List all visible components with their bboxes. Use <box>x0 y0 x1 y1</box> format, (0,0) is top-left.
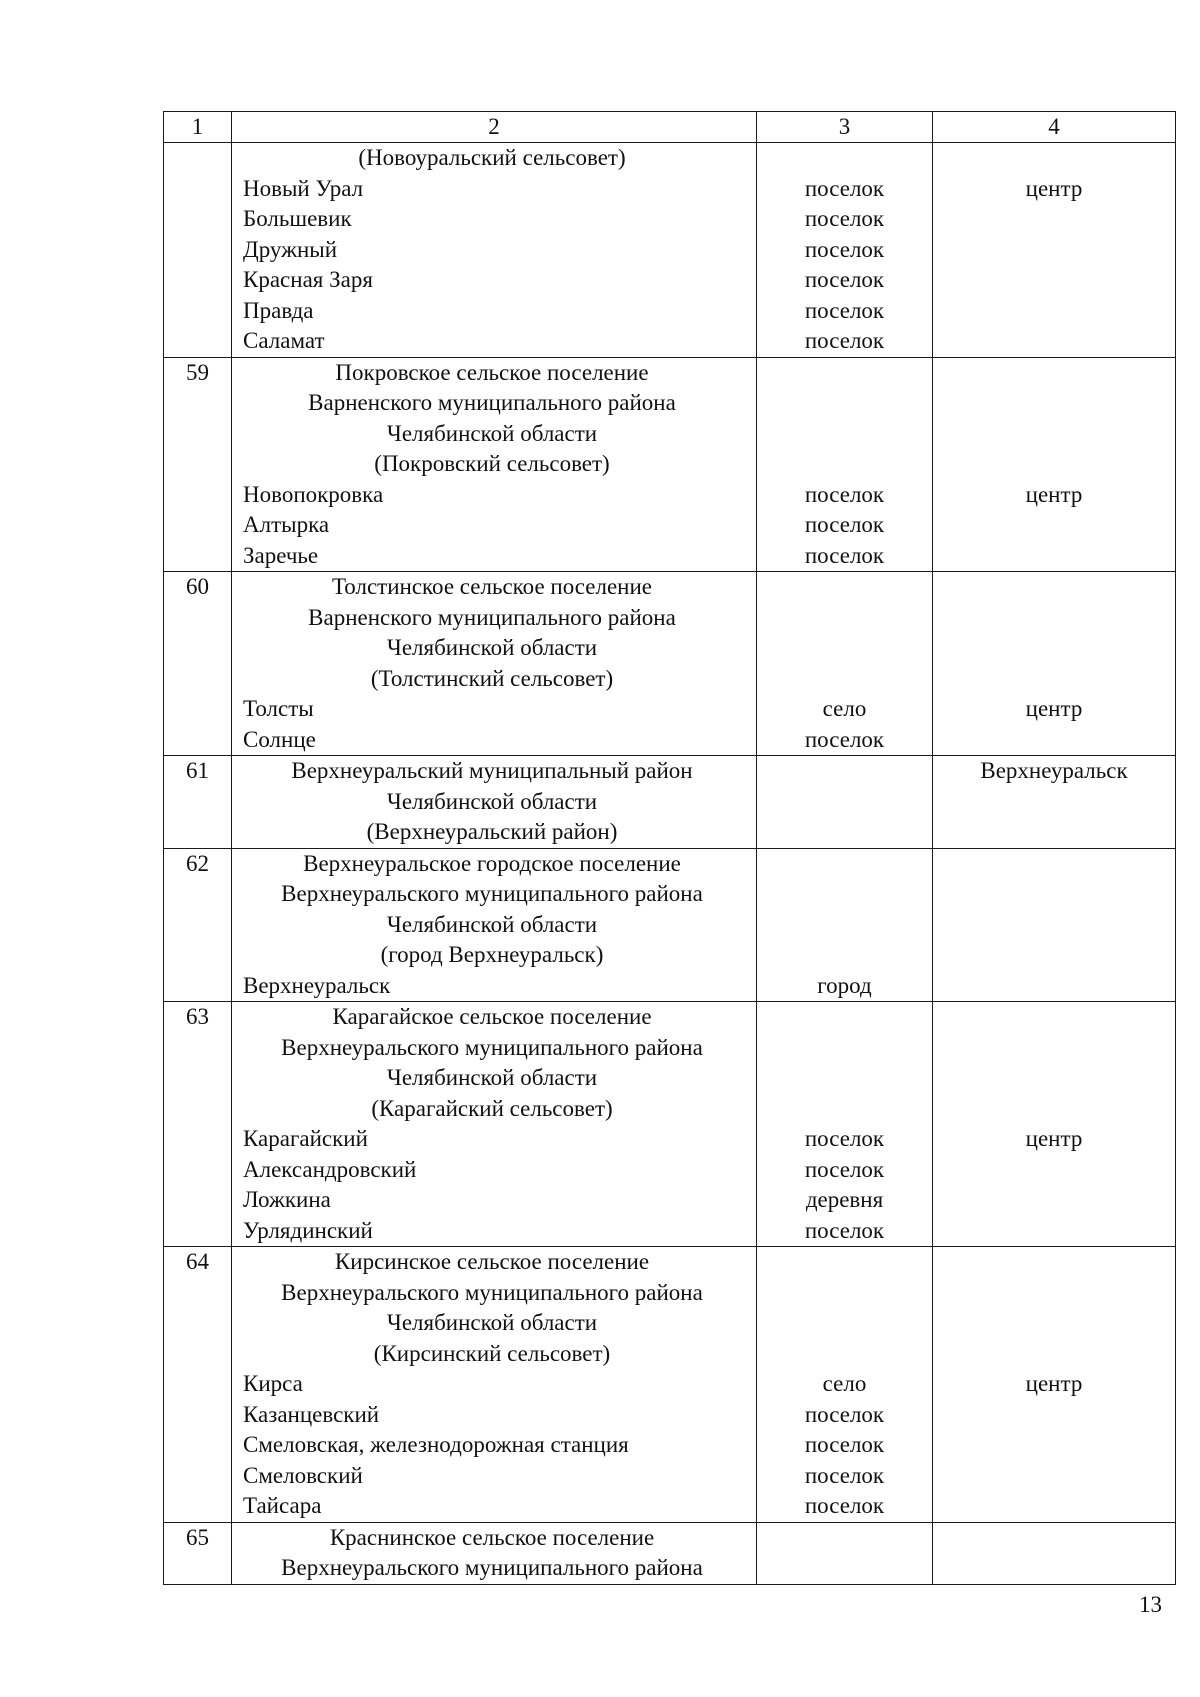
table-row <box>164 1247 1176 1523</box>
blank-line <box>933 143 1175 174</box>
settlement-type: деревня <box>805 1187 884 1212</box>
settlement-type: поселок <box>804 481 885 507</box>
blank-line <box>757 940 932 971</box>
settlement-name: Александровский <box>243 1156 417 1182</box>
municipality-title-line: Верхнеуральского муниципального района <box>281 881 703 906</box>
settlements-table-body <box>164 112 1176 1585</box>
blank-line <box>757 1278 932 1309</box>
municipality-title-line: Кирсинское сельское поселение <box>334 1249 650 1274</box>
settlement-type: поселок <box>804 1432 885 1457</box>
settlement-type: поселок <box>804 206 885 231</box>
settlement-name: Алтырка <box>243 512 330 537</box>
settlement-status <box>933 235 1175 266</box>
municipality-title-line: (Покровский сельсовет) <box>374 451 610 476</box>
blank-line <box>933 849 1175 880</box>
municipality-cell <box>232 572 757 756</box>
settlement-type: поселок <box>804 175 885 201</box>
row-number <box>164 143 232 358</box>
municipality-title-line: (Новоуральский сельсовет) <box>358 145 626 170</box>
municipality-title-line: Верхнеуральское городское поселение <box>303 850 681 876</box>
municipality-cell <box>232 357 757 572</box>
blank-line <box>757 1063 932 1094</box>
blank-line <box>933 572 1175 603</box>
row-number: 61 <box>164 756 232 849</box>
settlement-type: поселок <box>804 726 885 752</box>
settlement-type-cell <box>757 848 933 1002</box>
settlement-status <box>933 1216 1175 1247</box>
municipality-title-line: Челябинской области <box>386 1065 598 1090</box>
municipality-title-line: Верхнеуральский муниципальный район <box>291 758 693 783</box>
settlement-status <box>933 725 1175 756</box>
blank-line <box>933 787 1175 818</box>
settlement-status <box>933 265 1175 296</box>
header-cell-1: 1 <box>164 112 232 143</box>
settlement-type: поселок <box>804 328 885 353</box>
settlement-status <box>933 204 1175 235</box>
settlement-status <box>933 1430 1175 1461</box>
settlement-name: Смеловский <box>243 1462 363 1488</box>
settlement-name: Казанцевский <box>243 1401 380 1427</box>
municipality-title-line: (Кирсинский сельсовет) <box>373 1340 611 1366</box>
settlement-type: город <box>817 972 872 998</box>
table-row <box>164 756 1176 849</box>
settlement-type-cell <box>757 143 933 358</box>
settlement-status-cell <box>933 1002 1176 1247</box>
settlement-type-cell <box>757 756 933 849</box>
settlement-status: центр <box>1025 1371 1083 1396</box>
municipality-title-line: Верхнеуральского муниципального района <box>281 1279 703 1305</box>
blank-line <box>933 1002 1175 1033</box>
settlement-type: поселок <box>804 267 885 292</box>
settlement-type-cell <box>757 572 933 756</box>
blank-line <box>757 419 932 450</box>
settlement-name: Толсты <box>243 696 314 721</box>
row-number: 64 <box>164 1247 232 1523</box>
settlement-type: поселок <box>804 512 885 537</box>
settlements-table <box>163 111 1176 1585</box>
settlement-name: Солнце <box>243 726 316 752</box>
blank-line <box>933 603 1175 634</box>
blank-line <box>933 817 1175 848</box>
row-number: 60 <box>164 572 232 756</box>
settlement-type: поселок <box>804 1217 885 1243</box>
municipality-title-line: Челябинской области <box>386 911 598 937</box>
settlement-name: Дружный <box>243 236 338 262</box>
settlement-type-cell <box>757 1002 933 1247</box>
blank-line <box>933 910 1175 941</box>
municipality-cell <box>232 848 757 1002</box>
blank-line <box>933 1063 1175 1094</box>
settlement-status <box>933 1461 1175 1492</box>
blank-line <box>933 1033 1175 1064</box>
blank-line <box>933 664 1175 695</box>
blank-line <box>933 358 1175 389</box>
settlement-status-cell <box>933 143 1176 358</box>
municipality-title-line: Карагайское сельское поселение <box>332 1004 652 1029</box>
settlement-status-cell <box>933 357 1176 572</box>
blank-line <box>933 1339 1175 1370</box>
municipality-title-line: Верхнеуральского муниципального района <box>281 1555 703 1580</box>
blank-line <box>757 756 932 787</box>
settlement-name: Урлядинский <box>243 1217 373 1243</box>
header-cell-3: 3 <box>757 112 933 143</box>
settlement-status-cell <box>933 1247 1176 1523</box>
blank-line <box>933 940 1175 971</box>
municipality-cell <box>232 1522 757 1584</box>
settlement-type-cell <box>757 1522 933 1584</box>
municipality-cell <box>232 1002 757 1247</box>
settlement-status-cell <box>933 572 1176 756</box>
blank-line <box>757 664 932 695</box>
settlement-type: поселок <box>804 297 885 323</box>
municipality-title-line: Варненского муниципального района <box>308 390 676 415</box>
settlement-status <box>933 541 1175 572</box>
blank-line <box>933 1308 1175 1339</box>
blank-line <box>757 633 932 664</box>
table-row <box>164 1002 1176 1247</box>
blank-line <box>757 1308 932 1339</box>
settlement-name: Правда <box>243 297 314 323</box>
settlement-status <box>933 971 1175 1002</box>
blank-line <box>933 1247 1175 1278</box>
blank-line <box>757 358 932 389</box>
settlement-type-cell <box>757 1247 933 1523</box>
settlement-type: поселок <box>804 1156 885 1182</box>
blank-line <box>757 1339 932 1370</box>
blank-line <box>933 1278 1175 1309</box>
settlement-name: Новопокровка <box>243 481 384 507</box>
settlement-name: Карагайский <box>243 1126 368 1151</box>
municipality-title-line: Толстинское сельское поселение <box>331 574 653 599</box>
table-row <box>164 357 1176 572</box>
municipality-title-line: Покровское сельское поселение <box>335 359 649 385</box>
municipality-title-line: Челябинской области <box>386 1310 598 1335</box>
settlement-type: село <box>822 696 867 721</box>
blank-line <box>757 1002 932 1033</box>
settlement-name: Красная Заря <box>243 267 373 292</box>
settlement-status-cell <box>933 1522 1176 1584</box>
settlement-type: поселок <box>804 542 885 568</box>
settlement-type: поселок <box>804 1462 885 1488</box>
settlement-status-cell <box>933 756 1176 849</box>
settlement-status <box>933 510 1175 541</box>
municipality-title-line: Челябинской области <box>386 788 598 814</box>
blank-line <box>757 1553 932 1584</box>
settlement-type: поселок <box>804 1126 885 1151</box>
municipality-title-line: Краснинское сельское поселение <box>329 1524 655 1550</box>
municipality-title-line: Челябинской области <box>386 420 598 446</box>
table-row <box>164 848 1176 1002</box>
municipality-cell <box>232 143 757 358</box>
settlement-status <box>933 1185 1175 1216</box>
municipality-title-line: (город Верхнеуральск) <box>380 942 604 967</box>
blank-line <box>933 633 1175 664</box>
blank-line <box>757 1523 932 1554</box>
municipality-title-line: (Карагайский сельсовет) <box>371 1095 613 1121</box>
blank-line <box>757 849 932 880</box>
blank-line <box>757 879 932 910</box>
settlement-name: Большевик <box>243 206 352 231</box>
blank-line <box>757 1033 932 1064</box>
blank-line <box>933 388 1175 419</box>
settlement-name: Ложкина <box>243 1187 331 1212</box>
blank-line <box>757 1247 932 1278</box>
settlement-status <box>933 1155 1175 1186</box>
municipality-title-line: Варненского муниципального района <box>308 604 676 630</box>
table-row <box>164 143 1176 358</box>
row-number: 59 <box>164 357 232 572</box>
settlement-name: Новый Урал <box>243 175 364 201</box>
row-number: 65 <box>164 1522 232 1584</box>
settlement-status: центр <box>1025 696 1083 721</box>
district-center: Верхнеуральск <box>980 758 1128 783</box>
settlement-name: Смеловская, железнодорожная станция <box>243 1432 629 1457</box>
settlement-name: Верхнеуральск <box>243 972 391 998</box>
settlement-type-cell <box>757 357 933 572</box>
municipality-title-line: (Верхнеуральский район) <box>366 819 618 844</box>
blank-line <box>757 388 932 419</box>
settlement-name: Заречье <box>243 542 319 568</box>
blank-line <box>757 603 932 634</box>
table-row <box>164 572 1176 756</box>
municipality-cell <box>232 756 757 849</box>
blank-line <box>933 1553 1175 1584</box>
settlement-name: Саламат <box>243 328 325 353</box>
row-number: 62 <box>164 848 232 1002</box>
settlement-type: поселок <box>804 1401 885 1427</box>
header-cell-2: 2 <box>232 112 757 143</box>
municipality-title-line: (Толстинский сельсовет) <box>370 665 614 691</box>
blank-line <box>933 1523 1175 1554</box>
blank-line <box>757 143 932 174</box>
blank-line <box>933 1094 1175 1125</box>
settlement-type: поселок <box>804 1493 885 1518</box>
settlement-status <box>933 1400 1175 1431</box>
blank-line <box>757 449 932 480</box>
table-row <box>164 1522 1176 1584</box>
settlement-status: центр <box>1025 175 1083 201</box>
settlement-status <box>933 296 1175 327</box>
blank-line <box>757 572 932 603</box>
municipality-title-line: Верхнеуральского муниципального района <box>281 1034 703 1060</box>
page-number: 13 <box>1139 1592 1162 1617</box>
municipality-title-line: Челябинской области <box>386 635 598 660</box>
settlement-name: Тайсара <box>243 1493 322 1518</box>
settlement-type: поселок <box>804 236 885 262</box>
blank-line <box>757 910 932 941</box>
settlement-status-cell <box>933 848 1176 1002</box>
settlement-status: центр <box>1025 481 1083 507</box>
blank-line <box>757 1094 932 1125</box>
municipality-cell <box>232 1247 757 1523</box>
settlement-status <box>933 326 1175 357</box>
settlement-status <box>933 1491 1175 1522</box>
header-cell-4: 4 <box>933 112 1176 143</box>
blank-line <box>933 449 1175 480</box>
blank-line <box>933 419 1175 450</box>
table-header-row <box>164 112 1176 143</box>
settlement-type: село <box>822 1371 867 1396</box>
blank-line <box>933 879 1175 910</box>
blank-line <box>757 817 932 848</box>
row-number: 63 <box>164 1002 232 1247</box>
blank-line <box>757 787 932 818</box>
settlement-name: Кирса <box>243 1371 303 1396</box>
settlement-status: центр <box>1025 1126 1083 1151</box>
